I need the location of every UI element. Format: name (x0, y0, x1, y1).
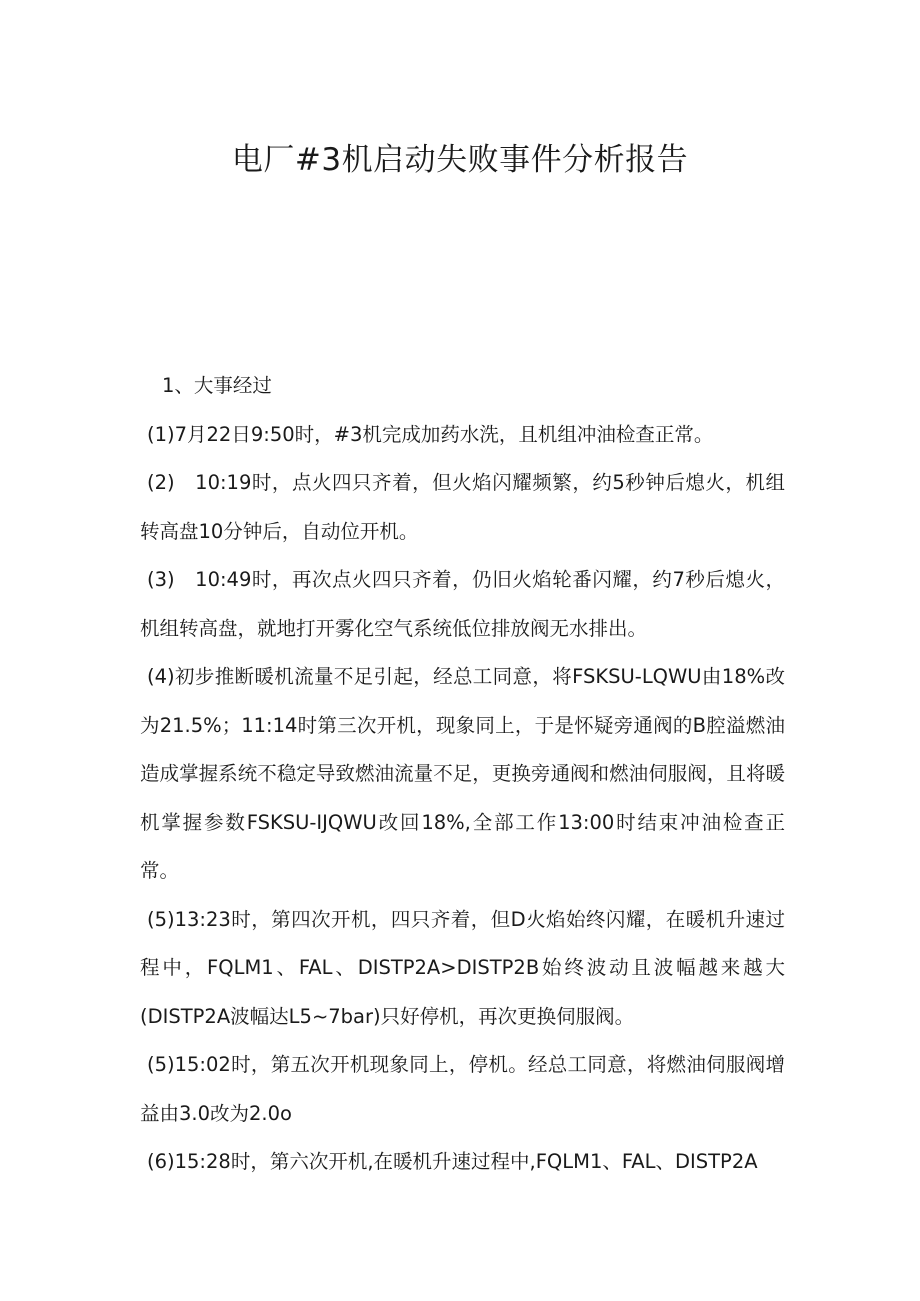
paragraph-3: (3) 10:49时，再次点火四只齐着，仍旧火焰轮番闪耀，约7秒后熄火，机组转高盘，就地打开雾化空气系统低位排放阀无水排出。 (140, 568, 785, 640)
paragraph-2: (2) 10:19时，点火四只齐着，但火焰闪耀频繁，约5秒钟后熄火，机组转高盘10分钟后，自动位开机。 (140, 471, 785, 543)
document-title: 电厂#3机启动失败事件分析报告 (231, 142, 689, 178)
paragraph-1: (1)7月22日9:50时，#3机完成加药水洗，且机组冲油检查正常。 (147, 422, 714, 446)
paragraph-6: (5)15:02时，第五次开机现象同上，停机。经总工同意，将燃油伺服阀增益由3.0改为2.0o (140, 1053, 785, 1125)
document-body (140, 362, 785, 1187)
paragraph-5: (5)13:23时，第四次开机，四只齐着，但D火焰始终闪耀，在暖机升速过程中，FQLM1、FAL、DISTP2A>DISTP2B始终波动且波幅越来越大(DISTP2A波幅达L5~7bar)只好停机，再次更换伺服阀。 (140, 907, 785, 1028)
paragraph-4: (4)初步推断暖机流量不足引起，经总工同意，将FSKSU-LQWU由18%改为21.5%；11:14时第三次开机，现象同上，于是怀疑旁通阀的B腔溢燃油造成掌握系统不稳定导致燃油流量不足，更换旁通阀和燃油伺服阀，且将暖机掌握参数FSKSU-IJQWU改回18%,全部工作13:00时结束冲油检查正常。 (140, 665, 785, 882)
paragraph-7: (6)15:28时，第六次开机,在暖机升速过程中,FQLM1、FAL、DISTP2A (147, 1150, 758, 1173)
section-heading: 1、大事经过 (162, 374, 272, 397)
